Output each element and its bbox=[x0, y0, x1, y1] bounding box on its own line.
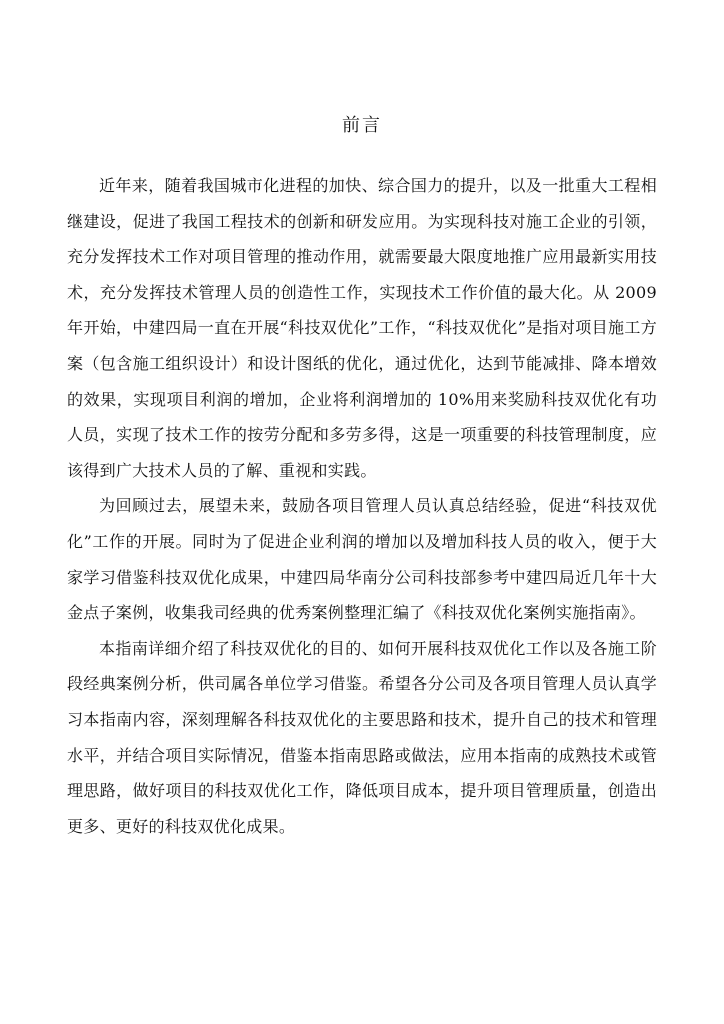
paragraph-2: 为回顾过去，展望未来，鼓励各项目管理人员认真总结经验，促进“科技双优化”工作的开展。同时为了促进企业利润的增加以及增加科技人员的收入，便于大家学习借鉴科技双优化成果，中建四局华南分公司科技部参考中建四局近几年十大金点子案例，收集我司经典的优秀案例整理汇编了《科技双优化案例实施指南》。 bbox=[67, 496, 657, 623]
page-title: 前言 bbox=[342, 115, 382, 136]
paragraph-1: 近年来，随着我国城市化进程的加快、综合国力的提升，以及一批重大工程相继建设，促进了我国工程技术的创新和研发应用。为实现科技对施工企业的引领，充分发挥技术工作对项目管理的推动作用，就需要最大限度地推广应用最新实用技术，充分发挥技术管理人员的创造性工作，实现技术工作价值的最大化。从 2009 年开始，中建四局一直在开展“科技双优化”工作，“科技双优化”是指对项目施工方案（包含施工组织设计）和设计图纸的优化，通过优化，达到节能减排、降本增效的效果，实现项目利润的增加，企业将利润增加的 10%用来奖励科技双优化有功人员，实现了技术工作的按劳分配和多劳多得，这是一项重要的科技管理制度，应该得到广大技术人员的了解、重视和实践。 bbox=[67, 176, 657, 480]
preface-body bbox=[67, 168, 657, 844]
paragraph-3: 本指南详细介绍了科技双优化的目的、如何开展科技双优化工作以及各施工阶段经典案例分析，供司属各单位学习借鉴。希望各分公司及各项目管理人员认真学习本指南内容，深刻理解各科技双优化的主要思路和技术，提升自己的技术和管理水平，并结合项目实际情况，借鉴本指南思路或做法，应用本指南的成熟技术或管理思路，做好项目的科技双优化工作，降低项目成本，提升项目管理质量，创造出更多、更好的科技双优化成果。 bbox=[67, 638, 657, 836]
